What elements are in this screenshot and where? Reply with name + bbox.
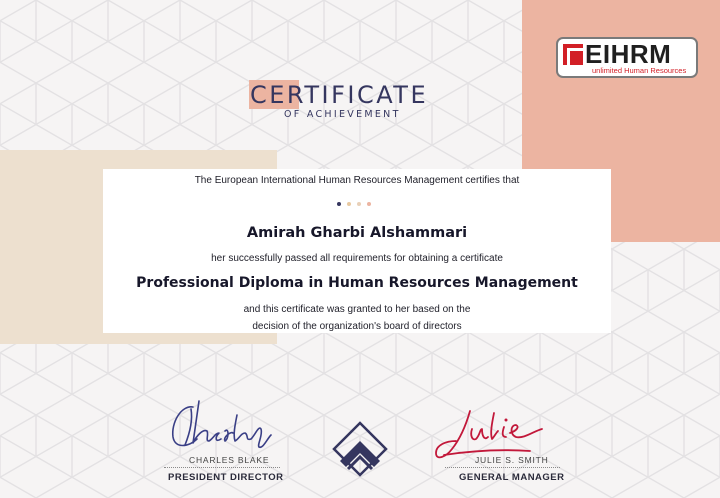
dots-divider-icon: [337, 202, 377, 208]
divider-dot: [357, 202, 361, 206]
president-signature-rule: [164, 467, 280, 468]
recipient-name: Amirah Gharbi Alshammari: [246, 225, 468, 241]
eihrm-logo-mark-icon: [563, 44, 583, 65]
president-role: PRESIDENT DIRECTOR: [168, 472, 284, 483]
divider-dot: [337, 202, 341, 206]
manager-name: JULIE S. SMITH: [475, 455, 549, 465]
logo-tagline: unlimited Human Resources: [592, 66, 687, 75]
divider-dot: [347, 202, 351, 206]
president-name: CHARLES BLAKE: [189, 455, 270, 465]
requirements-text: her successfully passed all requirements for obtaining a certificate: [211, 253, 503, 264]
chevron-emblem-icon: [332, 421, 388, 477]
course-title: Professional Diploma in Human Resources Management: [136, 275, 578, 291]
manager-role: GENERAL MANAGER: [459, 472, 565, 483]
president-signature: [163, 395, 283, 455]
certificate-subtitle: OF ACHIEVEMENT: [284, 109, 401, 120]
intro-text: The European International Human Resources Management certifies that: [194, 175, 520, 186]
granted-text-line-2: decision of the organization's board of directors: [252, 321, 462, 332]
granted-text-line-1: and this certificate was granted to her based on the: [243, 304, 471, 315]
manager-signature-rule: [445, 467, 560, 468]
logo-name: EIHRM: [585, 39, 672, 69]
eihrm-logo: [556, 37, 698, 78]
divider-dot: [367, 202, 371, 206]
certificate-title: CERTIFICATE: [250, 81, 429, 109]
